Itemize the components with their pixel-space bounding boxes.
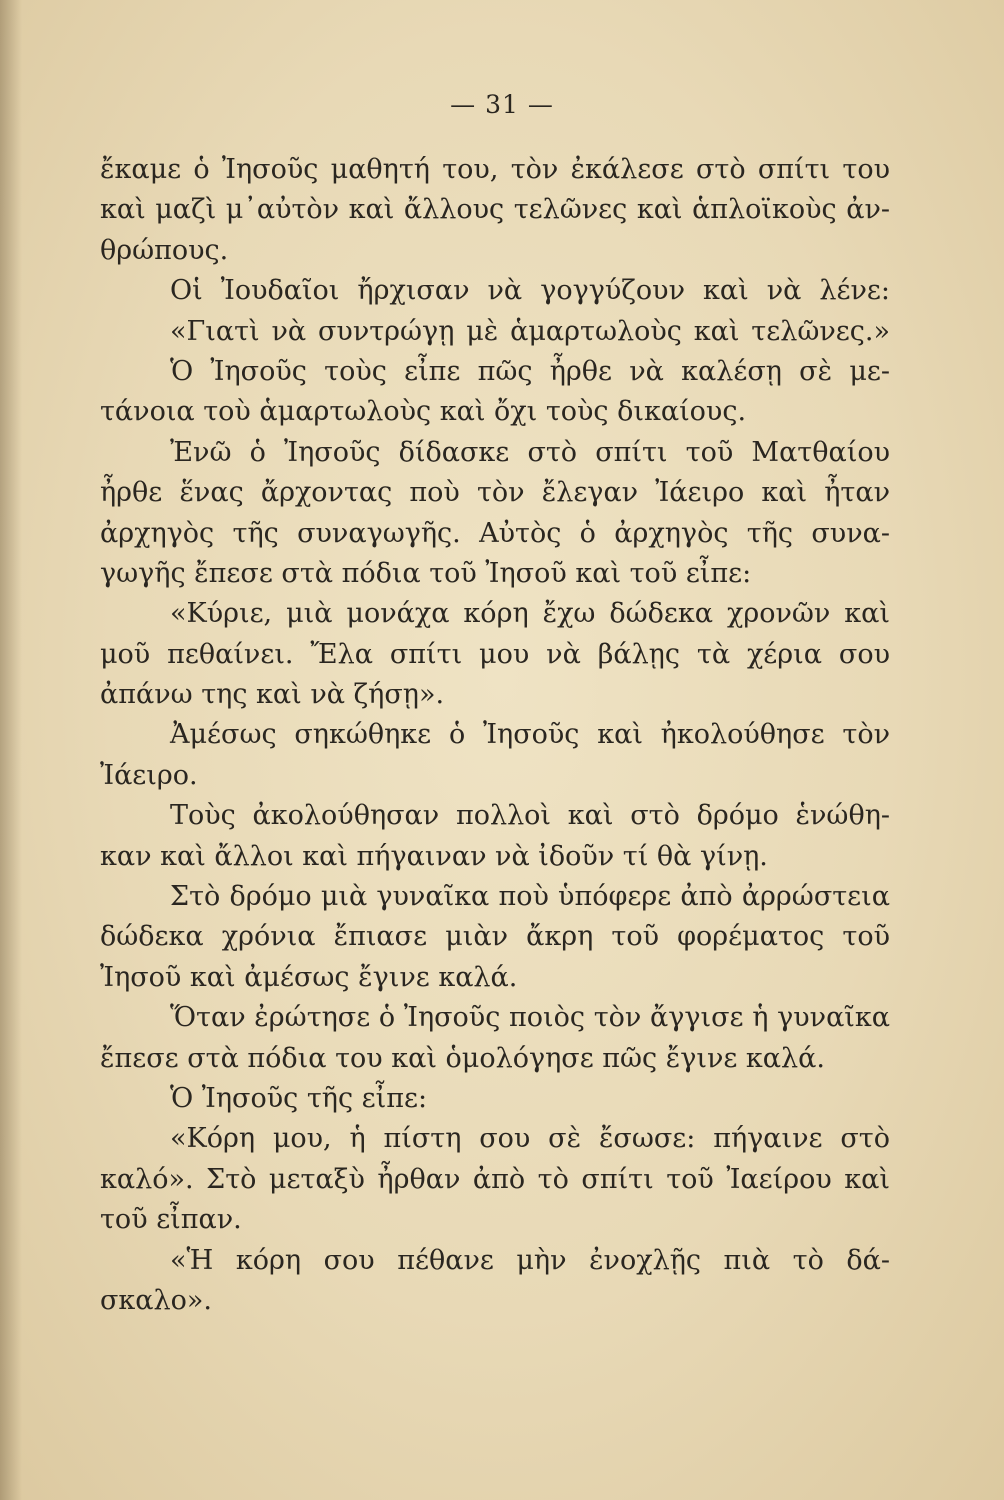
text-line: «Γιατὶ νὰ συντρώγῃ μὲ ἁμαρτωλοὺς καὶ τελῶνες.» — [170, 315, 890, 347]
text-line: ἀρχηγὸς τῆς συναγωγῆς. Αὐτὸς ὁ ἀρχηγὸς τῆς συνα- — [100, 517, 890, 549]
body-text — [100, 150, 890, 1321]
text-line: ἦρθε ἕνας ἄρχοντας ποὺ τὸν ἔλεγαν Ἰάειρο καὶ ἦταν — [100, 477, 890, 509]
text-line: «Κόρη μου, ἡ πίστη σου σὲ ἔσωσε: πήγαινε στὸ — [170, 1123, 890, 1155]
text-line: Στὸ δρόμο μιὰ γυναῖκα ποὺ ὑπόφερε ἀπὸ ἀρρώστεια — [170, 881, 890, 913]
text-line: σκαλο». — [100, 1284, 213, 1316]
text-line: Ἰησοῦ καὶ ἀμέσως ἔγινε καλά. — [100, 961, 518, 993]
text-line: Ὅταν ἐρώτησε ὁ Ἰησοῦς ποιὸς τὸν ἄγγισε ἡ γυναῖκα — [170, 1002, 890, 1034]
text-line: δώδεκα χρόνια ἔπιασε μιὰν ἄκρη τοῦ φορέματος τοῦ — [100, 921, 890, 953]
text-line: μοῦ πεθαίνει. Ἔλα σπίτι μου νὰ βάλῃς τὰ χέρια σου — [100, 638, 890, 670]
text-line: ἀπάνω της καὶ νὰ ζήσῃ». — [100, 679, 445, 711]
page-number: — 31 — — [450, 90, 554, 119]
text-line: γωγῆς ἔπεσε στὰ πόδια τοῦ Ἰησοῦ καὶ τοῦ εἶπε: — [100, 557, 752, 589]
text-line: Ἰάειρο. — [100, 759, 198, 791]
text-line: Ὁ Ἰησοῦς τοὺς εἶπε πῶς ἦρθε νὰ καλέσῃ σὲ με- — [170, 355, 890, 387]
text-line: «Ἡ κόρη σου πέθανε μὴν ἐνοχλῇς πιὰ τὸ δά- — [170, 1244, 890, 1276]
text-line: θρώπους. — [100, 234, 229, 266]
text-line: Ἐνῶ ὁ Ἰησοῦς δίδασκε στὸ σπίτι τοῦ Ματθαίου — [170, 436, 890, 468]
text-line: Οἱ Ἰουδαῖοι ἤρχισαν νὰ γογγύζουν καὶ νὰ λένε: — [170, 275, 890, 307]
text-line: καν καὶ ἄλλοι καὶ πήγαιναν νὰ ἰδοῦν τί θὰ γίνῃ. — [100, 840, 768, 872]
text-line: τοῦ εἶπαν. — [100, 1204, 242, 1236]
text-line: Ἀμέσως σηκώθηκε ὁ Ἰησοῦς καὶ ἠκολούθησε τὸν — [170, 719, 890, 751]
text-line: τάνοια τοὺ ἁμαρτωλοὺς καὶ ὄχι τοὺς δικαίους. — [100, 396, 747, 428]
text-line: Ὁ Ἰησοῦς τῆς εἶπε: — [170, 1082, 428, 1114]
text-line: καλό». Στὸ μεταξὺ ἦρθαν ἀπὸ τὸ σπίτι τοῦ Ἰαείρου καὶ — [100, 1163, 890, 1195]
text-line: «Κύριε, μιὰ μονάχα κόρη ἔχω δώδεκα χρονῶν καὶ — [170, 598, 890, 630]
text-line: Τοὺς ἀκολούθησαν πολλοὶ καὶ στὸ δρόμο ἑνώθη- — [170, 800, 890, 832]
text-line: ἔπεσε στὰ πόδια του καὶ ὁμολόγησε πῶς ἔγινε καλά. — [100, 1042, 825, 1074]
binding-shadow — [0, 0, 22, 1500]
text-line: ἔκαμε ὁ Ἰησοῦς μαθητή του, τὸν ἐκάλεσε στὸ σπίτι του — [100, 154, 890, 185]
text-line: καὶ μαζὶ μ᾽αὐτὸν καὶ ἄλλους τελῶνες καὶ ἁπλοϊκοὺς ἀν- — [100, 194, 890, 226]
